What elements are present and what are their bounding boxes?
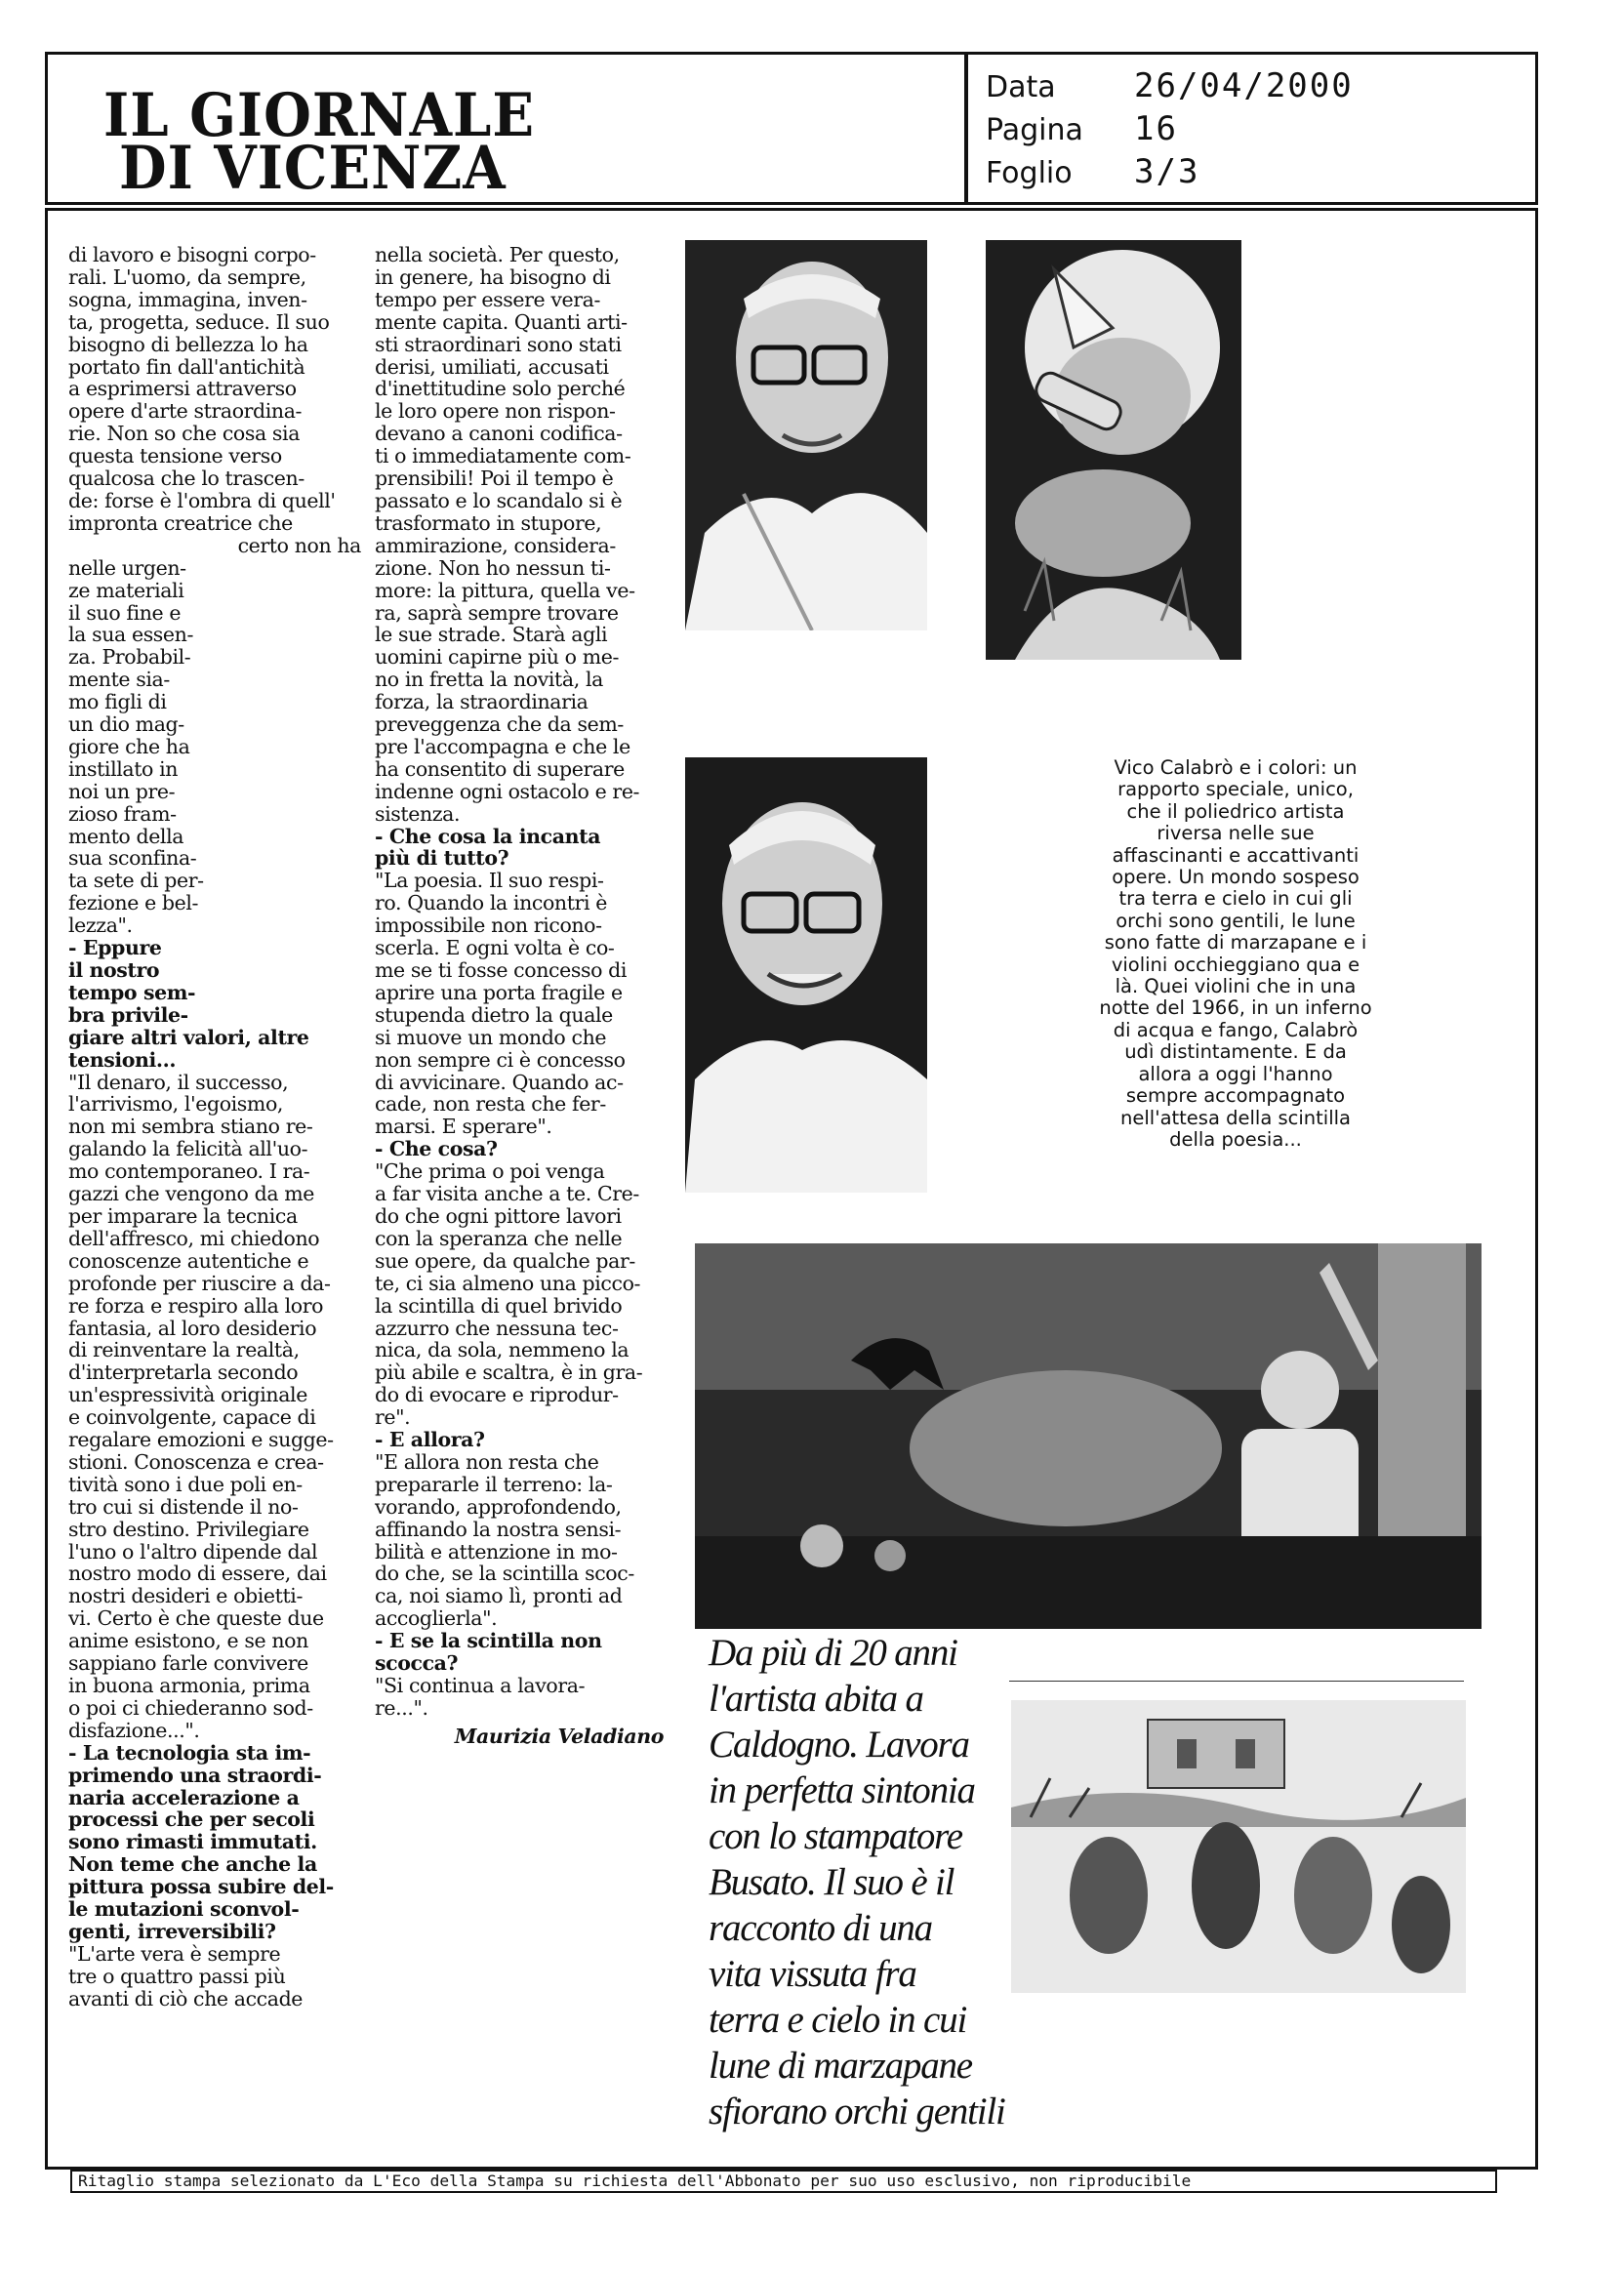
sheet-label: Foglio — [986, 156, 1073, 190]
text-line: ro. Quando la incontri è — [375, 891, 607, 915]
text-line: le sue strade. Starà agli — [375, 623, 608, 647]
text-line: per imparare la tecnica — [68, 1203, 298, 1228]
col2-question-1 — [375, 826, 664, 871]
caption-line: rapporto speciale, unico, — [1117, 778, 1354, 801]
text-line: un dio mag- — [68, 712, 184, 737]
caption-line: con lo stampatore — [709, 1815, 962, 1857]
text-line: prepararle il terreno: la- — [375, 1472, 613, 1496]
caption-line: riversa nelle sue — [1157, 822, 1315, 845]
masthead-line2: DI VICENZA — [119, 133, 507, 203]
question-line: - Che cosa la incanta — [375, 824, 601, 848]
text-line: mente capita. Quanti arti- — [375, 309, 628, 334]
text-line: "E allora non resta che — [375, 1449, 599, 1474]
text-line: preveggenza che da sem- — [375, 712, 624, 737]
caption-line: l'artista abita a — [709, 1678, 923, 1720]
text-line: non sempre ci è concesso — [375, 1047, 626, 1072]
question-line: tensioni... — [68, 1047, 177, 1072]
sheet-value: 3/3 — [1134, 152, 1200, 191]
engraving-image — [1011, 1700, 1466, 1993]
text-line: tempo per essere vera- — [375, 287, 600, 311]
text-line: a far visita anche a te. Cre- — [375, 1182, 639, 1206]
date-label: Data — [986, 70, 1056, 104]
text-line: aprire una porta fragile e — [375, 980, 623, 1004]
text-line: noi un pre- — [68, 779, 176, 803]
text-line: de: forse è l'ombra di quell' — [68, 488, 336, 512]
caption-line: Da più di 20 anni — [709, 1632, 957, 1674]
text-line: "Il denaro, il successo, — [68, 1070, 289, 1094]
text-line: ca, noi siamo lì, pronti ad — [375, 1584, 623, 1608]
text-line: tività sono i due poli en- — [68, 1472, 303, 1496]
text-line: ze materiali — [68, 578, 184, 602]
text-line: il suo fine e — [68, 600, 182, 625]
text-line: giore che ha — [68, 734, 190, 758]
caption-line: della poesia... — [1169, 1127, 1302, 1151]
question-line: Non teme che anche la — [68, 1852, 317, 1877]
question-line: scocca? — [375, 1651, 459, 1676]
caption-line: sempre accompagnato — [1125, 1084, 1346, 1108]
text-line: bisogno di bellezza lo ha — [68, 332, 308, 356]
text-line: nostro modo di essere, dai — [68, 1562, 327, 1586]
text-line: anime esistono, e se non — [68, 1629, 308, 1653]
text-line: sistenza. — [375, 801, 461, 826]
text-line: do che, se la scintilla scoc- — [375, 1562, 634, 1586]
text-line: do che ogni pittore lavori — [375, 1203, 622, 1228]
text-line: indenne ogni ostacolo e re- — [375, 779, 640, 803]
text-line: mo contemporaneo. I ra- — [68, 1159, 310, 1184]
text-line: "Che prima o poi venga — [375, 1159, 605, 1184]
text-line: portato fin dall'antichità — [68, 354, 305, 379]
question-line: - La tecnologia sta im- — [68, 1740, 311, 1765]
text-line: opere d'arte straordina- — [68, 399, 303, 424]
text-line: sue opere, da qualche par- — [375, 1248, 635, 1273]
text-line: mo figli di — [68, 690, 167, 714]
caption-line: violini occhieggiano qua e — [1111, 953, 1360, 976]
text-line: con la speranza che nelle — [375, 1226, 623, 1250]
text-line: pre l'accompagna e che le — [375, 734, 630, 758]
divider-line — [1009, 1681, 1464, 1682]
text-line: rali. L'uomo, da sempre, — [68, 264, 306, 289]
text-line: sogna, immagina, inven- — [68, 287, 307, 311]
footer-notice: Ritaglio stampa selezionato da L'Eco della Stampa su richiesta dell'Abbonato per suo uso esclusivo, non riproducibile — [70, 2170, 1497, 2193]
text-line: e coinvolgente, capace di — [68, 1405, 316, 1430]
text-line: di reinventare la realtà, — [68, 1338, 300, 1362]
text-line: ra, saprà sempre trovare — [375, 600, 619, 625]
text-line: passato e lo scandalo si è — [375, 488, 623, 512]
date-value: 26/04/2000 — [1134, 66, 1354, 105]
text-line: scerla. E ogni volta è co- — [375, 936, 615, 960]
col2-answer-2 — [375, 1160, 664, 1429]
text-line: d'interpretarla secondo — [68, 1360, 299, 1385]
text-line: certo non ha — [237, 533, 361, 557]
page-value: 16 — [1134, 109, 1178, 148]
col1-question-2 — [68, 1742, 361, 1943]
caption-line: Busato. Il suo è il — [709, 1861, 954, 1903]
text-line: ammirazione, considera- — [375, 533, 616, 557]
caption-line: opere. Un mondo sospeso — [1112, 866, 1360, 889]
text-line: più abile e scaltra, è in gra- — [375, 1360, 643, 1385]
column-2 — [375, 244, 664, 1748]
text-line: ha consentito di superare — [375, 756, 625, 781]
portrait-illustration-1 — [685, 240, 927, 630]
question-line: - E se la scintilla non — [375, 1629, 602, 1653]
caption-line: orchi sono gentili, le lune — [1116, 909, 1356, 932]
question-line: naria accelerazione a — [68, 1785, 300, 1809]
caption-line: di acqua e fango, Calabrò — [1113, 1018, 1359, 1041]
caption-line: vita vissuta fra — [709, 1953, 916, 1995]
text-line: re forza e respiro alla loro — [68, 1293, 324, 1318]
text-line: derisi, umiliati, accusati — [375, 354, 609, 379]
caption-line: lune di marzapane — [709, 2045, 972, 2087]
text-line: fezione e bel- — [68, 891, 199, 915]
page-label: Pagina — [986, 113, 1083, 147]
portrait-photo-2 — [685, 757, 927, 1193]
caption-photos — [1081, 757, 1390, 1151]
text-line: non mi sembra stiano re- — [68, 1115, 313, 1139]
text-line: regalare emozioni e sugge- — [68, 1428, 334, 1452]
col2-answer-4 — [375, 1675, 664, 1720]
col1-answer — [68, 1072, 361, 1742]
text-line: tre o quattro passi più — [68, 1964, 286, 1988]
text-line: d'inettitudine solo perché — [375, 377, 626, 401]
text-line: re...". — [375, 1695, 428, 1720]
text-line: za. Probabil- — [68, 645, 191, 670]
painting-moon-violin — [986, 240, 1241, 660]
text-line: o poi ci chiederanno sod- — [68, 1695, 313, 1720]
text-line: impossibile non ricono- — [375, 914, 602, 938]
text-line: nelle urgen- — [68, 555, 186, 580]
text-line: impronta creatrice che — [68, 510, 293, 535]
text-line: ti o immediatamente com- — [375, 444, 631, 468]
caption-line: nell'attesa della scintilla — [1120, 1106, 1351, 1129]
text-line: accoglierla". — [375, 1606, 498, 1631]
text-line: nostri desideri e obietti- — [68, 1584, 303, 1608]
text-line: ta, progetta, seduce. Il suo — [68, 309, 330, 334]
text-line: stioni. Conoscenza e crea- — [68, 1449, 324, 1474]
col2-question-2 — [375, 1138, 664, 1160]
text-line: la scintilla di quel brivido — [375, 1293, 623, 1318]
text-line: azzurro che nessuna tec- — [375, 1316, 619, 1340]
question-line: - Che cosa? — [375, 1137, 498, 1161]
column-1 — [68, 244, 361, 2010]
text-line: l'uno o l'altro dipende dal — [68, 1539, 318, 1563]
question-line: giare altri valori, altre — [68, 1025, 309, 1049]
text-line: trasformato in stupore, — [375, 510, 602, 535]
text-line: le loro opere non rispon- — [375, 399, 616, 424]
text-line: disfazione...". — [68, 1718, 200, 1742]
text-line: do di evocare e riprodur- — [375, 1383, 619, 1407]
caption-line: allora a oggi l'hanno — [1138, 1062, 1333, 1085]
caption-line: Caldogno. Lavora — [709, 1724, 969, 1766]
caption-line: sono fatte di marzapane e i — [1104, 931, 1367, 954]
text-line: fantasia, al loro desiderio — [68, 1316, 317, 1340]
col1-narrow — [68, 557, 217, 937]
question-line: primendo una straordi- — [68, 1763, 322, 1787]
col2-question-4 — [375, 1630, 664, 1675]
text-line: conoscenze autentiche e — [68, 1248, 309, 1273]
text-line: in genere, ha bisogno di — [375, 264, 611, 289]
text-line: sti straordinari sono stati — [375, 332, 622, 356]
text-line: affinando la nostra sensi- — [375, 1517, 622, 1541]
caption-line: affascinanti e accattivanti — [1112, 843, 1360, 867]
caption-line: terra e cielo in cui — [709, 1999, 967, 2041]
text-line: sua sconfina- — [68, 846, 197, 871]
text-line: profonde per riuscire a da- — [68, 1271, 331, 1295]
text-line: instillato in — [68, 756, 179, 781]
text-line: devano a canoni codifica- — [375, 422, 623, 446]
question-line: processi che per secoli — [68, 1807, 315, 1832]
text-line: sappiano farle convivere — [68, 1651, 308, 1676]
question-line: sono rimasti immutati. — [68, 1830, 317, 1854]
text-line: re". — [375, 1405, 411, 1430]
portrait-illustration-2 — [685, 757, 927, 1193]
caption-feature — [709, 1630, 1021, 2134]
portrait-photo-1 — [685, 240, 927, 630]
text-line: tro cui si distende il no- — [68, 1494, 299, 1519]
caption-line: notte del 1966, in un inferno — [1099, 996, 1372, 1020]
text-line: di lavoro e bisogni corpo- — [68, 243, 316, 266]
painting-illustration-1 — [986, 240, 1241, 660]
text-line: prensibili! Poi il tempo è — [375, 467, 614, 491]
text-line: qualcosa che lo trascen- — [68, 467, 304, 491]
question-line: pittura possa subire del- — [68, 1875, 334, 1899]
caption-line: udì distintamente. E da — [1124, 1040, 1347, 1064]
text-line: no in fretta la novità, la — [375, 668, 603, 692]
text-line: dell'affresco, mi chiedono — [68, 1226, 320, 1250]
col1-question-1-narrow — [68, 937, 217, 1027]
studio-photo — [695, 1243, 1482, 1629]
masthead-line1: IL GIORNALE — [103, 80, 536, 150]
text-line: "L'arte vera è sempre — [68, 1941, 281, 1966]
question-line: bra privile- — [68, 1002, 188, 1027]
text-line: stupenda dietro la quale — [375, 1002, 613, 1027]
engraving-illustration — [1011, 1700, 1466, 1993]
text-line: vorando, approfondendo, — [375, 1494, 622, 1519]
question-line: le mutazioni sconvol- — [68, 1897, 300, 1922]
text-line: mente sia- — [68, 668, 170, 692]
col2-answer-3 — [375, 1451, 664, 1630]
caption-line: racconto di una — [709, 1907, 932, 1949]
text-line: a esprimersi attraverso — [68, 377, 297, 401]
col2-answer-1 — [375, 870, 664, 1138]
col2-text — [375, 244, 664, 826]
text-line: "Si continua a lavora- — [375, 1674, 586, 1697]
text-line: galando la felicità all'uo- — [68, 1137, 308, 1161]
col1-question-1 — [68, 1027, 361, 1072]
text-line: vi. Certo è che queste due — [68, 1606, 324, 1631]
text-line: un'espressività originale — [68, 1383, 307, 1407]
question-line: - E allora? — [375, 1428, 485, 1452]
text-line: nica, da sola, nemmeno la — [375, 1338, 629, 1362]
text-line: more: la pittura, quella ve- — [375, 578, 635, 602]
caption-line: sfiorano orchi gentili — [709, 2091, 1005, 2132]
question-line: tempo sem- — [68, 980, 196, 1004]
text-line: stro destino. Privilegiare — [68, 1517, 309, 1541]
text-line: marsi. E sperare". — [375, 1115, 552, 1139]
text-line: questa tensione verso — [68, 444, 282, 468]
text-line: di avvicinare. Quando ac- — [375, 1070, 624, 1094]
text-line: forza, la straordinaria — [375, 690, 589, 714]
text-line: uomini capirne più o me- — [375, 645, 620, 670]
question-line: - Eppure — [68, 936, 162, 960]
text-line: avanti di ciò che accade — [68, 1986, 304, 2010]
text-line: "La poesia. Il suo respi- — [375, 869, 604, 893]
question-line: più di tutto? — [375, 846, 509, 871]
col1-end — [68, 1943, 361, 2010]
col1-intro — [68, 244, 361, 557]
question-line: genti, irreversibili? — [68, 1919, 276, 1943]
text-line: rie. Non so che cosa sia — [68, 422, 301, 446]
text-line: la sua essen- — [68, 623, 193, 647]
question-line: il nostro — [68, 958, 160, 982]
caption-line: Vico Calabrò e i colori: un — [1114, 756, 1358, 779]
caption-line: che il poliedrico artista — [1126, 799, 1345, 823]
text-line: gazzi che vengono da me — [68, 1182, 315, 1206]
text-line: in buona armonia, prima — [68, 1674, 310, 1697]
studio-illustration — [695, 1243, 1482, 1629]
text-line: ta sete di per- — [68, 869, 204, 893]
text-line: me se ti fosse concesso di — [375, 958, 628, 982]
text-line: te, ci sia almeno una picco- — [375, 1271, 641, 1295]
caption-line: là. Quei violini che in una — [1115, 975, 1357, 998]
caption-line: tra terra e cielo in cui gli — [1118, 887, 1353, 911]
text-line: bilità e attenzione in mo- — [375, 1539, 618, 1563]
col2-question-3 — [375, 1429, 664, 1451]
text-line: zione. Non ho nessun ti- — [375, 555, 611, 580]
text-line: mento della — [68, 824, 184, 848]
text-line: lezza". — [68, 914, 133, 938]
signature: Maurizia Veladiano — [454, 1724, 664, 1748]
text-line: cade, non resta che fer- — [375, 1092, 606, 1117]
text-line: zioso fram- — [68, 801, 177, 826]
text-line: si muove un mondo che — [375, 1025, 607, 1049]
text-line: l'arrivismo, l'egoismo, — [68, 1092, 284, 1117]
caption-line: in perfetta sintonia — [709, 1769, 975, 1811]
text-line: nella società. Per questo, — [375, 243, 620, 266]
